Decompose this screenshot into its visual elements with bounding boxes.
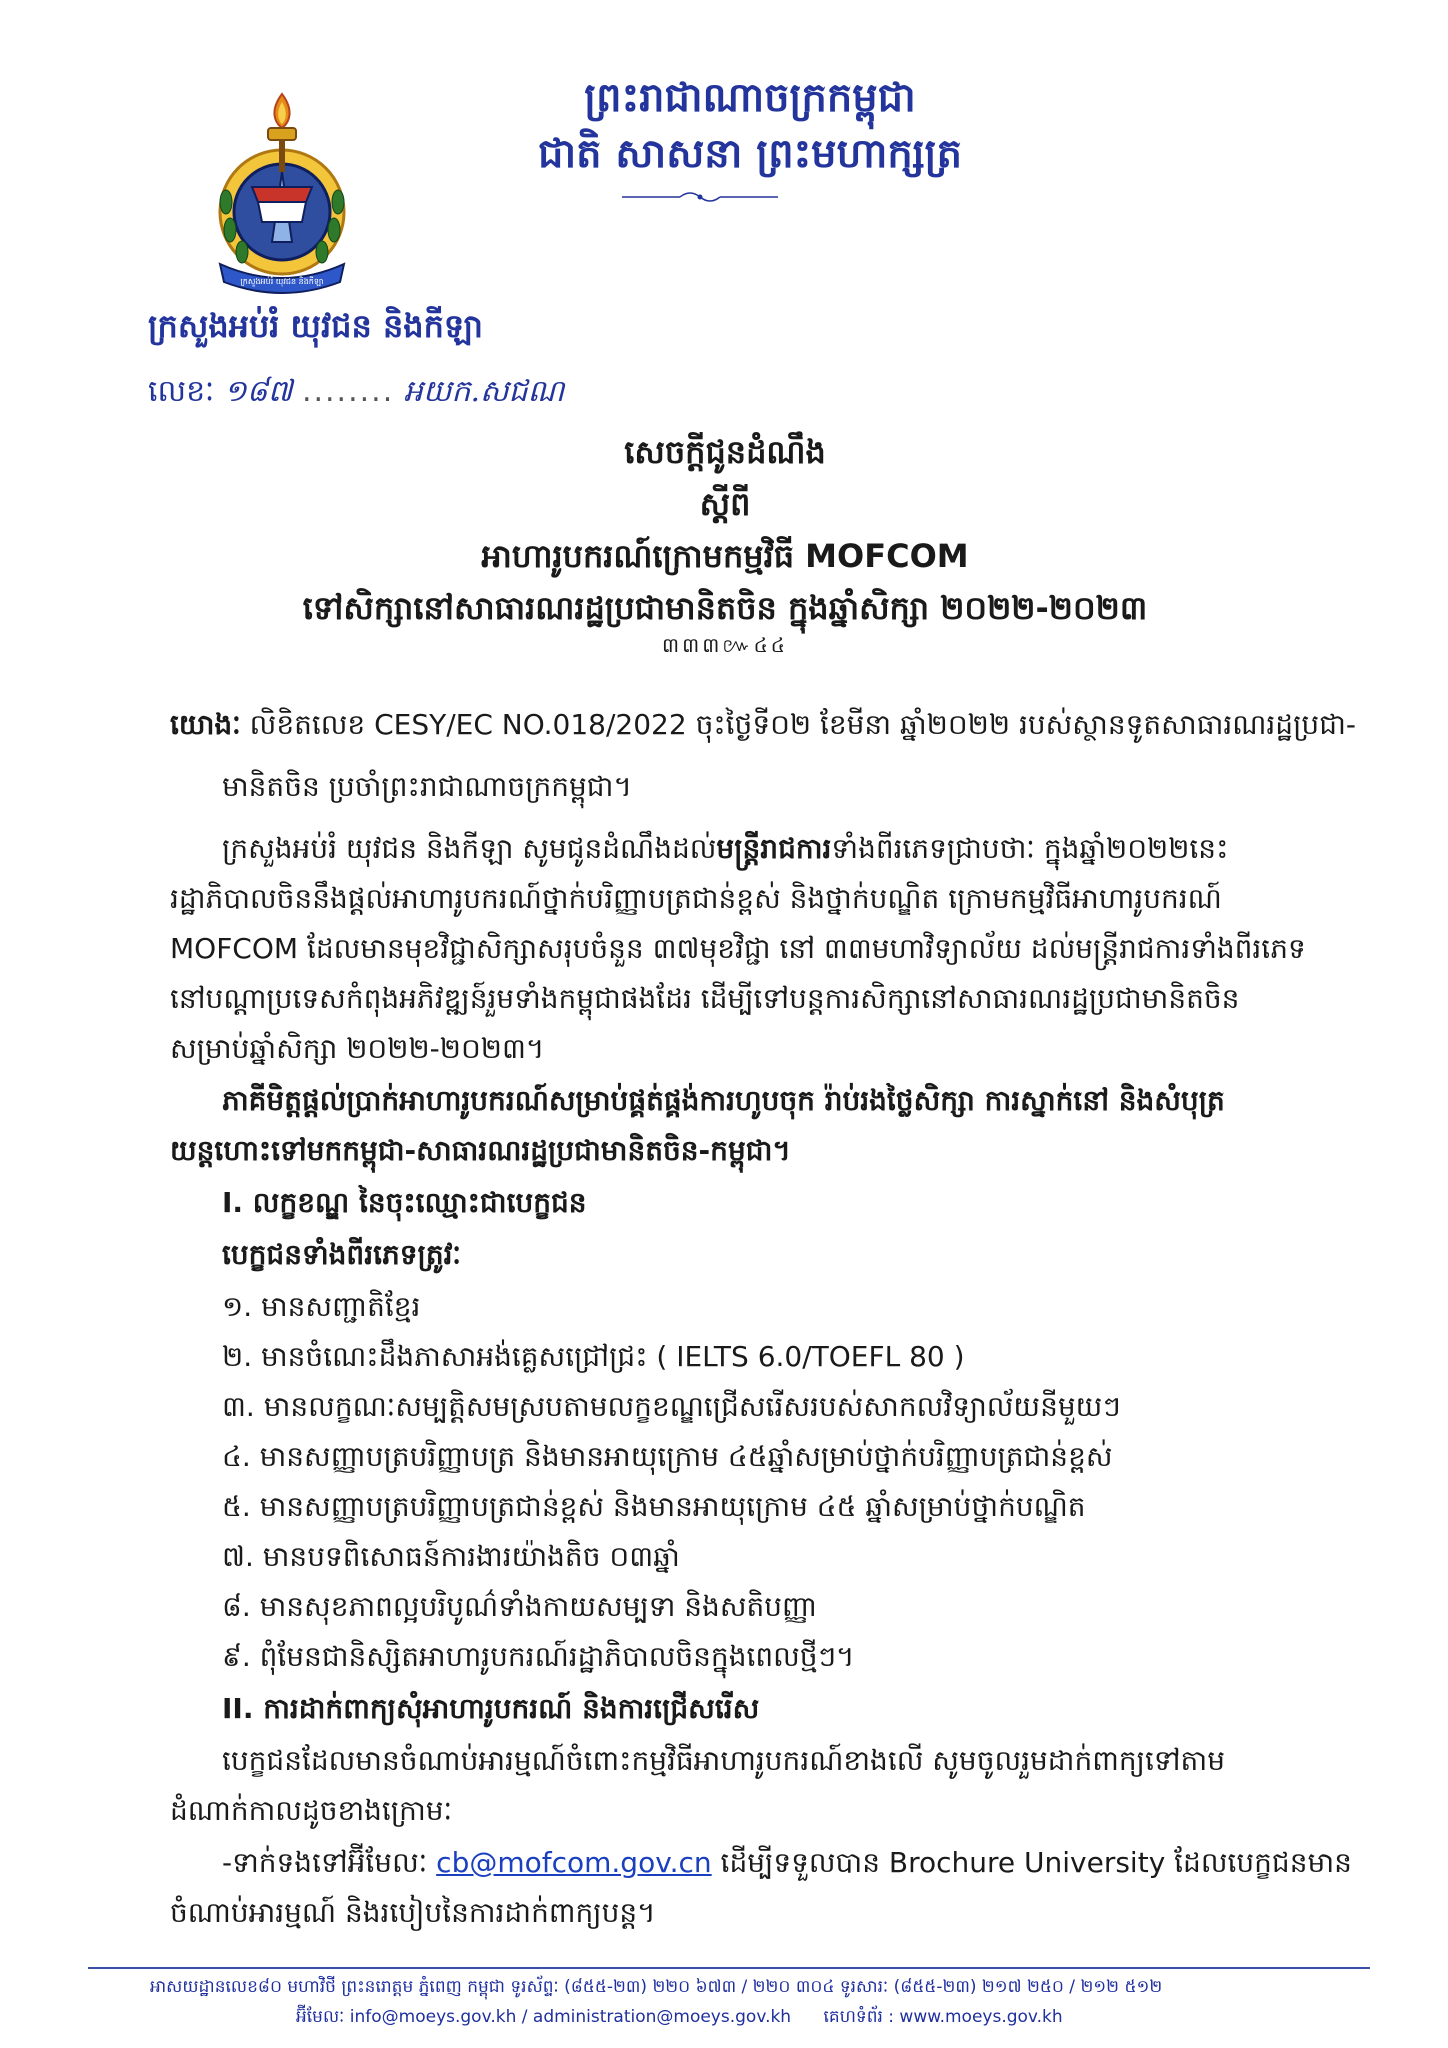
- criteria-item: ៩. ពុំមែនជានិស្សិតអាហារូបករណ៍រដ្ឋាភិបាលចិនក្នុងពេលថ្មីៗ។: [222, 1640, 855, 1673]
- footer-email-2[interactable]: administration@moeys.gov.kh: [532, 2007, 792, 2027]
- criteria-item: ២. មានចំណេះដឹងភាសាអង់គ្លេសជ្រៅជ្រះ ( IELTS 6.0/TOEFL 80 ): [222, 1340, 965, 1373]
- reference-text-cont: មានិតចិន ប្រចាំព្រះរាជាណាចក្រកម្ពុជា។: [222, 770, 632, 803]
- reference-suffix: អយក.សជណ: [403, 374, 565, 409]
- notice-subject: អាហារូបករណ៍ក្រោមកម្មវិធី MOFCOM: [481, 537, 969, 575]
- contact-line-2: ចំណាប់អារម្មណ៍ និងរបៀបនៃការដាក់ពាក្យបន្ត។: [170, 1896, 656, 1929]
- ministry-seal: [212, 92, 352, 297]
- contact-prefix: -ទាក់ទងទៅអ៊ីមែលៈ: [222, 1846, 437, 1879]
- section-2-title: II. ការដាក់ពាក្យសុំអាហារូបករណ៍ និងការជ្រើសរើស: [222, 1692, 760, 1725]
- criteria-item: ៧. មានបទពិសោធន៍ការងារយ៉ាងតិច ០៣ឆ្នាំ: [222, 1540, 680, 1573]
- criteria-item: ៥. មានសញ្ញាបត្របរិញ្ញាបត្រជាន់ខ្ពស់ និងមានអាយុក្រោម ៤៥ ឆ្នាំសម្រាប់ថ្នាក់បណ្ឌិត: [222, 1490, 1086, 1523]
- section-1-subtitle: បេក្ខជនទាំងពីរភេទត្រូវៈ: [222, 1238, 462, 1271]
- contact-suffix: ដើម្បីទទួលបាន Brochure University ដែលបេក្ខជនមាន: [711, 1846, 1352, 1879]
- paragraph-1-line-3: MOFCOM ដែលមានមុខវិជ្ជាសិក្សាសរុបចំនួន ៣៧មុខវិជ្ជា នៅ ៣៣មហាវិទ្យាល័យ ដល់មន្ត្រីរាជការទាំងពីរភេទ: [170, 932, 1306, 965]
- paragraph-2-line-2: យន្តហោះទៅមកកម្ពុជា-សាធារណរដ្ឋប្រជាមានិតចិន-កម្ពុជា។: [170, 1134, 791, 1167]
- section-2-line-1: បេក្ខជនដែលមានចំណាប់អារម្មណ៍ចំពោះកម្មវិធីអាហារូបករណ៍ខាងលើ សូមចូលរួមដាក់ពាក្យទៅតាម: [222, 1744, 1225, 1777]
- criteria-item: ៣. មានលក្ខណៈសម្បត្តិសមស្របតាមលក្ខខណ្ឌជ្រើសរើសរបស់សាកលវិទ្យាល័យនីមួយៗ: [222, 1390, 1121, 1423]
- reference-text: លិខិតលេខ CESY/EC NO.018/2022 ចុះថ្ងៃទី០២ ខែមីនា ឆ្នាំ២០២២ របស់ស្ថានទូតសាធារណរដ្ឋប្រជា-: [240, 708, 1356, 741]
- section-2-line-2: ដំណាក់កាលដូចខាងក្រោមៈ: [170, 1794, 453, 1827]
- footer-email-1[interactable]: info@moeys.gov.kh: [349, 2007, 517, 2027]
- paragraph-1-line-4: នៅបណ្តាប្រទេសកំពុងអភិវឌ្ឍន៍រួមទាំងកម្ពុជាផងដែរ ដើម្បីទៅបន្តការសិក្សានៅសាធារណរដ្ឋប្រជាមានិតចិន: [170, 982, 1240, 1015]
- paragraph-1-line-2: រដ្ឋាភិបាលចិននឹងផ្តល់អាហារូបករណ៍ថ្នាក់បរិញ្ញាបត្រជាន់ខ្ពស់ និងថ្នាក់បណ្ឌិត ក្រោមកម្មវិធីអាហារូបករណ៍: [170, 882, 1222, 915]
- paragraph-1-bold: មន្ត្រីរាជការ: [716, 832, 832, 865]
- notice-subject-detail: ទៅសិក្សានៅសាធារណរដ្ឋប្រជាមានិតចិន ក្នុងឆ្នាំសិក្សា ២០២២-២០២៣: [302, 589, 1148, 627]
- paragraph-1-line-1: [222, 824, 1402, 873]
- paragraph-1-text-cont: ទាំងពីរភេទជ្រាបថាៈ ក្នុងឆ្នាំ២០២២នេះ: [831, 832, 1229, 865]
- contact-email-link[interactable]: cb@mofcom.gov.cn: [436, 1846, 712, 1879]
- notice-about: ស្តីពី: [699, 485, 751, 523]
- footer-address: អាសយដ្ឋានលេខ៨០ មហាវិថី ព្រះនរោត្តម ភ្នំពេញ កម្ពុជា ទូរស័ព្ទៈ (៨៥៥-២៣) ២២០ ៦៧៣ / ២២០ ៣០៤ ទូរសារៈ (៨៥៥-២៣) ២១៧ ២៥០ / ២១២ ៥១២: [150, 1977, 1163, 1997]
- footer-email-separator: /: [516, 2007, 533, 2027]
- reference-label-bold: យោងៈ: [170, 708, 241, 741]
- criteria-item: ១. មានសញ្ជាតិខ្មែរ: [222, 1290, 421, 1323]
- reference-number-line: [148, 372, 564, 416]
- notice-title: សេចក្តីជូនដំណឹង: [624, 433, 826, 471]
- ornament-divider-icon: [620, 190, 780, 204]
- footer-website[interactable]: www.moeys.gov.kh: [899, 2007, 1063, 2027]
- title-ornament-mark: ៣៣៣៚៤៤: [662, 633, 788, 657]
- paragraph-1-line-5: សម្រាប់ឆ្នាំសិក្សា ២០២២-២០២៣។: [170, 1032, 545, 1065]
- kingdom-heading: ព្រះរាជាណាចក្រកម្ពុជា: [584, 74, 916, 121]
- criteria-item: ៨. មានសុខភាពល្អបរិបូណ៌ទាំងកាយសម្បទា និងសតិបញ្ញា: [222, 1590, 818, 1623]
- reference-dots: ........: [301, 374, 395, 409]
- section-1-title: I. លក្ខខណ្ឌ នៃចុះឈ្មោះជាបេក្ខជន: [222, 1186, 587, 1219]
- paragraph-2-line-1: ភាគីមិត្តផ្តល់ប្រាក់អាហារូបករណ៍សម្រាប់ផ្គត់ផ្គង់ការហូបចុក រ៉ាប់រងថ្លៃសិក្សា ការស្នាក់នៅ និងសំបុត្រ: [222, 1084, 1225, 1117]
- footer-contacts: [296, 2006, 1448, 2031]
- footer-divider: [88, 1967, 1370, 1969]
- motto-heading: ជាតិ សាសនា ព្រះមហាក្សត្រ: [538, 130, 962, 177]
- paragraph-1-text: ក្រសួងអប់រំ យុវជន និងកីឡា សូមជូនដំណឹងដល់: [222, 832, 717, 865]
- reference-paragraph: [170, 700, 1356, 749]
- ministry-seal-icon: [212, 92, 352, 297]
- criteria-item: ៤. មានសញ្ញាបត្របរិញ្ញាបត្រ និងមានអាយុក្រោម ៤៥ឆ្នាំសម្រាប់ថ្នាក់បរិញ្ញាបត្រជាន់ខ្ពស់: [222, 1440, 1113, 1473]
- reference-label: លេខៈ: [148, 374, 215, 409]
- reference-number: ១៨៧: [223, 374, 293, 409]
- contact-line: [222, 1838, 1402, 1887]
- footer-email-label: អ៊ីមែលៈ: [296, 2007, 345, 2027]
- ministry-name: ក្រសួងអប់រំ យុវជន និងកីឡា: [148, 307, 483, 345]
- footer-website-label: គេហទំព័រ :: [823, 2007, 895, 2027]
- svg-text:ក្រសួងអប់រំ យុវជន និងកីឡា: ក្រសួងអប់រំ យុវជន និងកីឡា: [240, 277, 324, 286]
